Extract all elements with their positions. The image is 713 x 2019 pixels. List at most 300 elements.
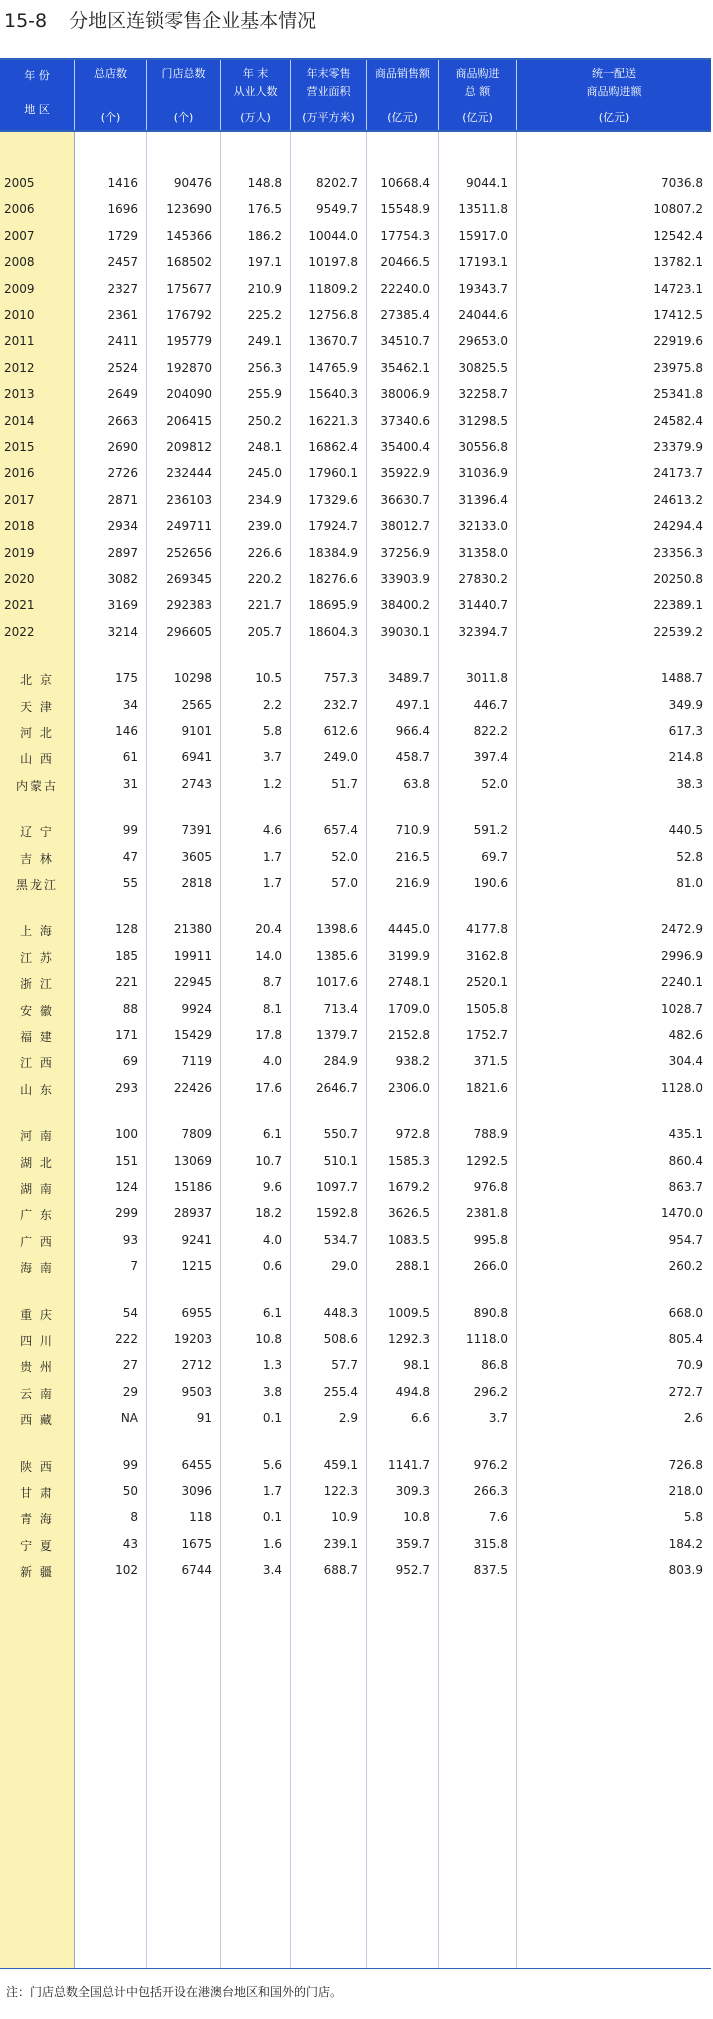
table-cell: 284.9 [323,1054,358,1068]
header-column-unit: (万平方米) [302,111,355,124]
table-cell: 32133.0 [458,519,508,533]
table-cell: 2712 [181,1358,212,1372]
table-cell: 4445.0 [388,922,430,936]
table-cell: 1398.6 [316,922,358,936]
header-column-unit: (亿元) [598,111,630,124]
table-cell: 371.5 [473,1054,508,1068]
table-cell: 2240.1 [661,975,703,989]
table-cell: 713.4 [323,1002,358,1016]
table-cell: 269345 [166,572,212,586]
year-row [0,194,711,224]
table-cell: 1488.7 [661,671,703,685]
table-cell: 657.4 [323,823,358,837]
table-cell: 57.7 [331,1358,358,1372]
table-cell: 1.7 [262,1484,282,1498]
table-cell: 197.1 [247,255,282,269]
table-cell: 1.7 [262,850,282,864]
table-cell: 195779 [166,334,212,348]
header-column-unit: (个) [173,111,194,124]
table-cell: 192870 [166,361,212,375]
table-cell: 30556.8 [458,440,508,454]
table-cell: 249.1 [247,334,282,348]
region-label: 西 藏 [20,1413,54,1427]
table-cell: 100 [115,1127,138,1141]
table-cell: 36630.7 [380,493,430,507]
table-cell: 837.5 [473,1563,508,1577]
table-cell: 2.2 [262,698,282,712]
region-label: 河 南 [20,1129,54,1143]
table-cell: 4177.8 [466,922,508,936]
table-cell: 34 [122,698,138,712]
table-cell: 236103 [166,493,212,507]
table-cell: 7809 [181,1127,212,1141]
table-cell: 510.1 [323,1154,358,1168]
table-cell: 255.4 [323,1385,358,1399]
table-cell: 494.8 [395,1385,430,1399]
table-cell: 24613.2 [653,493,703,507]
year-label: 2019 [4,546,35,560]
table-cell: 3.7 [488,1411,508,1425]
table-cell: 10668.4 [380,176,430,190]
header-column-unit: (万人) [240,111,271,124]
table-cell: 2520.1 [466,975,508,989]
table-cell: 99 [122,823,138,837]
header-column-subtitle: 从业人数 [233,85,278,98]
table-cell: 508.6 [323,1332,358,1346]
table-cell: 8202.7 [316,176,358,190]
table-cell: 17924.7 [308,519,358,533]
table-cell: 3199.9 [388,949,430,963]
table-cell: 15917.0 [458,229,508,243]
table-cell: 3489.7 [388,671,430,685]
table-cell: 9241 [181,1233,212,1247]
table-cell: 788.9 [473,1127,508,1141]
region-label: 江 西 [20,1056,54,1070]
table-cell: NA [120,1411,138,1425]
table-cell: 252656 [166,546,212,560]
table-cell: 52.0 [481,777,508,791]
table-cell: 1292.3 [388,1332,430,1346]
table-cell: 3605 [181,850,212,864]
region-label: 湖 南 [20,1182,54,1196]
table-cell: 8.1 [262,1002,282,1016]
header-column [438,60,516,130]
table-cell: 6744 [181,1563,212,1577]
region-row [0,1502,711,1532]
table-cell: 266.3 [473,1484,508,1498]
region-label: 黑龙江 [15,878,58,892]
table-cell: 57.0 [331,876,358,890]
table-cell: 31440.7 [458,598,508,612]
table-cell: 31036.9 [458,466,508,480]
table-cell: 1.2 [262,777,282,791]
table-cell: 296.2 [473,1385,508,1399]
table-cell: 1379.7 [316,1028,358,1042]
table-cell: 35462.1 [380,361,430,375]
region-label: 新 疆 [20,1565,54,1579]
table-cell: 184.2 [668,1537,703,1551]
table-cell: 47 [122,850,138,864]
table-cell: 822.2 [473,724,508,738]
region-label: 辽 宁 [20,825,54,839]
table-cell: 38400.2 [380,598,430,612]
table-cell: 90476 [173,176,212,190]
table-cell: 28937 [173,1206,212,1220]
table-cell: 2152.8 [388,1028,430,1042]
table-cell: 482.6 [668,1028,703,1042]
year-row [0,511,711,541]
year-label: 2006 [4,202,35,216]
region-row [0,967,711,997]
year-label: 2008 [4,255,35,269]
table-cell: 23975.8 [653,361,703,375]
table-cell: 88 [122,1002,138,1016]
table-cell: 2897 [107,546,138,560]
table-cell: 803.9 [668,1563,703,1577]
table-cell: 248.1 [247,440,282,454]
table-cell: 9.6 [262,1180,282,1194]
table-cell: 32394.7 [458,625,508,639]
header-column-subtitle: 总 额 [464,85,491,98]
table-cell: 51.7 [331,777,358,791]
table-cell: 20250.8 [653,572,703,586]
table-cell: 249.0 [323,750,358,764]
table-cell: 1.3 [262,1358,282,1372]
table-cell: 315.8 [473,1537,508,1551]
table-cell: 9044.1 [466,176,508,190]
table-cell: 63.8 [403,777,430,791]
table-cell: 2649 [107,387,138,401]
region-label: 安 徽 [20,1004,54,1018]
table-cell: 5.8 [683,1510,703,1524]
table-cell: 29.0 [331,1259,358,1273]
table-cell: 38.3 [676,777,703,791]
table-cell: 31358.0 [458,546,508,560]
table-cell: 2726 [107,466,138,480]
table-cell: 4.0 [262,1054,282,1068]
header-column [516,60,711,130]
table-cell: 124 [115,1180,138,1194]
year-label: 2018 [4,519,35,533]
table-cell: 10.5 [255,671,282,685]
table-cell: 18695.9 [308,598,358,612]
table-cell: 7391 [181,823,212,837]
table-cell: 10044.0 [308,229,358,243]
table-cell: 8.7 [262,975,282,989]
table-cell: 175 [115,671,138,685]
table-cell: 976.2 [473,1458,508,1472]
region-row [0,1555,711,1585]
year-row [0,617,711,647]
table-cell: 70.9 [676,1358,703,1372]
table-cell: 4.0 [262,1233,282,1247]
table-cell: 1017.6 [316,975,358,989]
table-cell: 397.4 [473,750,508,764]
table-cell: 216.9 [395,876,430,890]
table-cell: 6.6 [410,1411,430,1425]
table-cell: 31298.5 [458,414,508,428]
table-cell: 123690 [166,202,212,216]
table-cell: 205.7 [247,625,282,639]
table-cell: 349.9 [668,698,703,712]
table-cell: 148.8 [247,176,282,190]
header-column [290,60,366,130]
table-cell: 102 [115,1563,138,1577]
table-cell: 860.4 [668,1154,703,1168]
table-cell: 17329.6 [308,493,358,507]
table-cell: 976.8 [473,1180,508,1194]
table-cell: 617.3 [668,724,703,738]
header-column-unit: (亿元) [462,111,493,124]
table-cell: 726.8 [668,1458,703,1472]
table-cell: 3169 [107,598,138,612]
table-cell: 2381.8 [466,1206,508,1220]
region-row [0,1198,711,1228]
table-cell: 10298 [173,671,212,685]
table-cell: 35400.4 [380,440,430,454]
table-cell: 25341.8 [653,387,703,401]
region-label: 浙 江 [20,977,54,991]
table-cell: 1009.5 [388,1306,430,1320]
table-cell: 3162.8 [466,949,508,963]
region-label: 上 海 [20,924,54,938]
table-cell: 272.7 [668,1385,703,1399]
table-cell: 5.6 [262,1458,282,1472]
table-cell: 2996.9 [661,949,703,963]
header-column-unit: (亿元) [387,111,418,124]
table-cell: 6955 [181,1306,212,1320]
table-cell: 3011.8 [466,671,508,685]
table-cell: 1.6 [262,1537,282,1551]
table-cell: 497.1 [395,698,430,712]
table-cell: 2327 [107,282,138,296]
region-label: 重 庆 [20,1308,54,1322]
table-cell: 12756.8 [308,308,358,322]
year-row [0,458,711,488]
header-column-title: 统一配送 [592,67,636,80]
table-cell: 61 [122,750,138,764]
table-cell: 232444 [166,466,212,480]
table-cell: 13069 [173,1154,212,1168]
table-title-text: 分地区连锁零售企业基本情况 [69,10,317,32]
table-cell: 10.7 [255,1154,282,1168]
year-label: 2009 [4,282,35,296]
table-cell: 99 [122,1458,138,1472]
table-cell: 17412.5 [653,308,703,322]
table-cell: 1416 [107,176,138,190]
table-cell: 24044.6 [458,308,508,322]
table-cell: 81.0 [676,876,703,890]
table-cell: 14765.9 [308,361,358,375]
table-cell: 309.3 [395,1484,430,1498]
table-cell: 17754.3 [380,229,430,243]
header-year-label: 年 份 [24,69,50,82]
table-cell: 1083.5 [388,1233,430,1247]
table-cell: 15548.9 [380,202,430,216]
table-cell: 359.7 [395,1537,430,1551]
table-cell: 1097.7 [316,1180,358,1194]
year-label: 2010 [4,308,35,322]
table-cell: 52.0 [331,850,358,864]
table-cell: 972.8 [395,1127,430,1141]
table-cell: 255.9 [247,387,282,401]
table-cell: 34510.7 [380,334,430,348]
table-cell: 20466.5 [380,255,430,269]
region-row [0,1350,711,1380]
table-cell: 118 [189,1510,212,1524]
region-row [0,742,711,772]
table-cell: 1696 [107,202,138,216]
region-row [0,1119,711,1149]
year-label: 2015 [4,440,35,454]
table-cell: 17193.1 [458,255,508,269]
header-column [220,60,290,130]
table-cell: 19911 [173,949,212,963]
table-cell: 2.9 [338,1411,358,1425]
table-title [4,6,316,33]
table-cell: 1470.0 [661,1206,703,1220]
table-cell: 2457 [107,255,138,269]
region-row [0,914,711,944]
table-cell: 2411 [107,334,138,348]
table-cell: 6941 [181,750,212,764]
table-cell: 296605 [166,625,212,639]
region-label: 江 苏 [20,951,54,965]
region-row [0,815,711,845]
table-cell: 256.3 [247,361,282,375]
table-cell: 1821.6 [466,1081,508,1095]
region-label: 云 南 [20,1387,54,1401]
table-cell: 29 [122,1385,138,1399]
table-cell: 24582.4 [653,414,703,428]
table-number: 15-8 [4,10,48,32]
table-cell: 1215 [181,1259,212,1273]
table-cell: 435.1 [668,1127,703,1141]
table-cell: 1585.3 [388,1154,430,1168]
table-cell: 29653.0 [458,334,508,348]
table-cell: 9549.7 [316,202,358,216]
year-label: 2022 [4,625,35,639]
table-cell: 214.8 [668,750,703,764]
table-cell: 22389.1 [653,598,703,612]
table-cell: 995.8 [473,1233,508,1247]
table-cell: 22539.2 [653,625,703,639]
year-label: 2020 [4,572,35,586]
year-row [0,590,711,620]
table-cell: 22240.0 [380,282,430,296]
header-column-subtitle: 商品购进额 [586,85,642,98]
table-cell: 10.8 [255,1332,282,1346]
table-cell: 145366 [166,229,212,243]
table-cell: 128 [115,922,138,936]
table-cell: 39030.1 [380,625,430,639]
table-cell: 151 [115,1154,138,1168]
table-cell: 458.7 [395,750,430,764]
table-cell: 239.1 [323,1537,358,1551]
table-cell: 7 [130,1259,138,1273]
region-label: 山 西 [20,752,54,766]
header-column-title: 门店总数 [161,67,206,80]
table-cell: 459.1 [323,1458,358,1472]
table-cell: 1292.5 [466,1154,508,1168]
table-cell: 43 [122,1537,138,1551]
table-cell: 6.1 [262,1306,282,1320]
table-cell: 38012.7 [380,519,430,533]
region-label: 北 京 [20,673,54,687]
header-column [74,60,146,130]
table-cell: 16862.4 [308,440,358,454]
table-cell: 15429 [173,1028,212,1042]
table-cell: 14.0 [255,949,282,963]
table-cell: 176.5 [247,202,282,216]
table-cell: 299 [115,1206,138,1220]
table-cell: 17.8 [255,1028,282,1042]
region-label: 吉 林 [20,852,54,866]
header-column-subtitle: 营业面积 [306,85,351,98]
year-label: 2011 [4,334,35,348]
table-cell: 27830.2 [458,572,508,586]
table-cell: 210.9 [247,282,282,296]
table-cell: 232.7 [323,698,358,712]
region-label: 广 东 [20,1208,54,1222]
table-cell: 938.2 [395,1054,430,1068]
table-cell: 27 [122,1358,138,1372]
table-cell: 204090 [166,387,212,401]
table-cell: 591.2 [473,823,508,837]
table-cell: 239.0 [247,519,282,533]
table-cell: 890.8 [473,1306,508,1320]
table-cell: 668.0 [668,1306,703,1320]
table-cell: 37256.9 [380,546,430,560]
table-cell: 249711 [166,519,212,533]
table-cell: 1505.8 [466,1002,508,1016]
table-cell: 2871 [107,493,138,507]
region-row [0,1046,711,1076]
year-label: 2014 [4,414,35,428]
table-cell: 16221.3 [308,414,358,428]
table-cell: 24294.4 [653,519,703,533]
region-row [0,1073,711,1103]
year-row [0,326,711,356]
table-cell: 440.5 [668,823,703,837]
region-row [0,769,711,799]
table-cell: 863.7 [668,1180,703,1194]
table-cell: 27385.4 [380,308,430,322]
table-cell: 1385.6 [316,949,358,963]
table-cell: 2646.7 [316,1081,358,1095]
table-cell: 35922.9 [380,466,430,480]
table-cell: 7119 [181,1054,212,1068]
region-row [0,1403,711,1433]
table-cell: 7.6 [488,1510,508,1524]
table-cell: 33903.9 [380,572,430,586]
region-label: 内蒙古 [15,779,58,793]
table-cell: 22426 [173,1081,212,1095]
table-cell: 31396.4 [458,493,508,507]
table-cell: 1.7 [262,876,282,890]
table-cell: 13670.7 [308,334,358,348]
statistics-table [0,58,711,1969]
table-cell: 122.3 [323,1484,358,1498]
header-column [366,60,438,130]
table-cell: 2934 [107,519,138,533]
table-cell: 31 [122,777,138,791]
table-cell: 266.0 [473,1259,508,1273]
table-cell: 954.7 [668,1233,703,1247]
table-cell: 30825.5 [458,361,508,375]
table-cell: 10.8 [403,1510,430,1524]
table-cell: 1118.0 [466,1332,508,1346]
